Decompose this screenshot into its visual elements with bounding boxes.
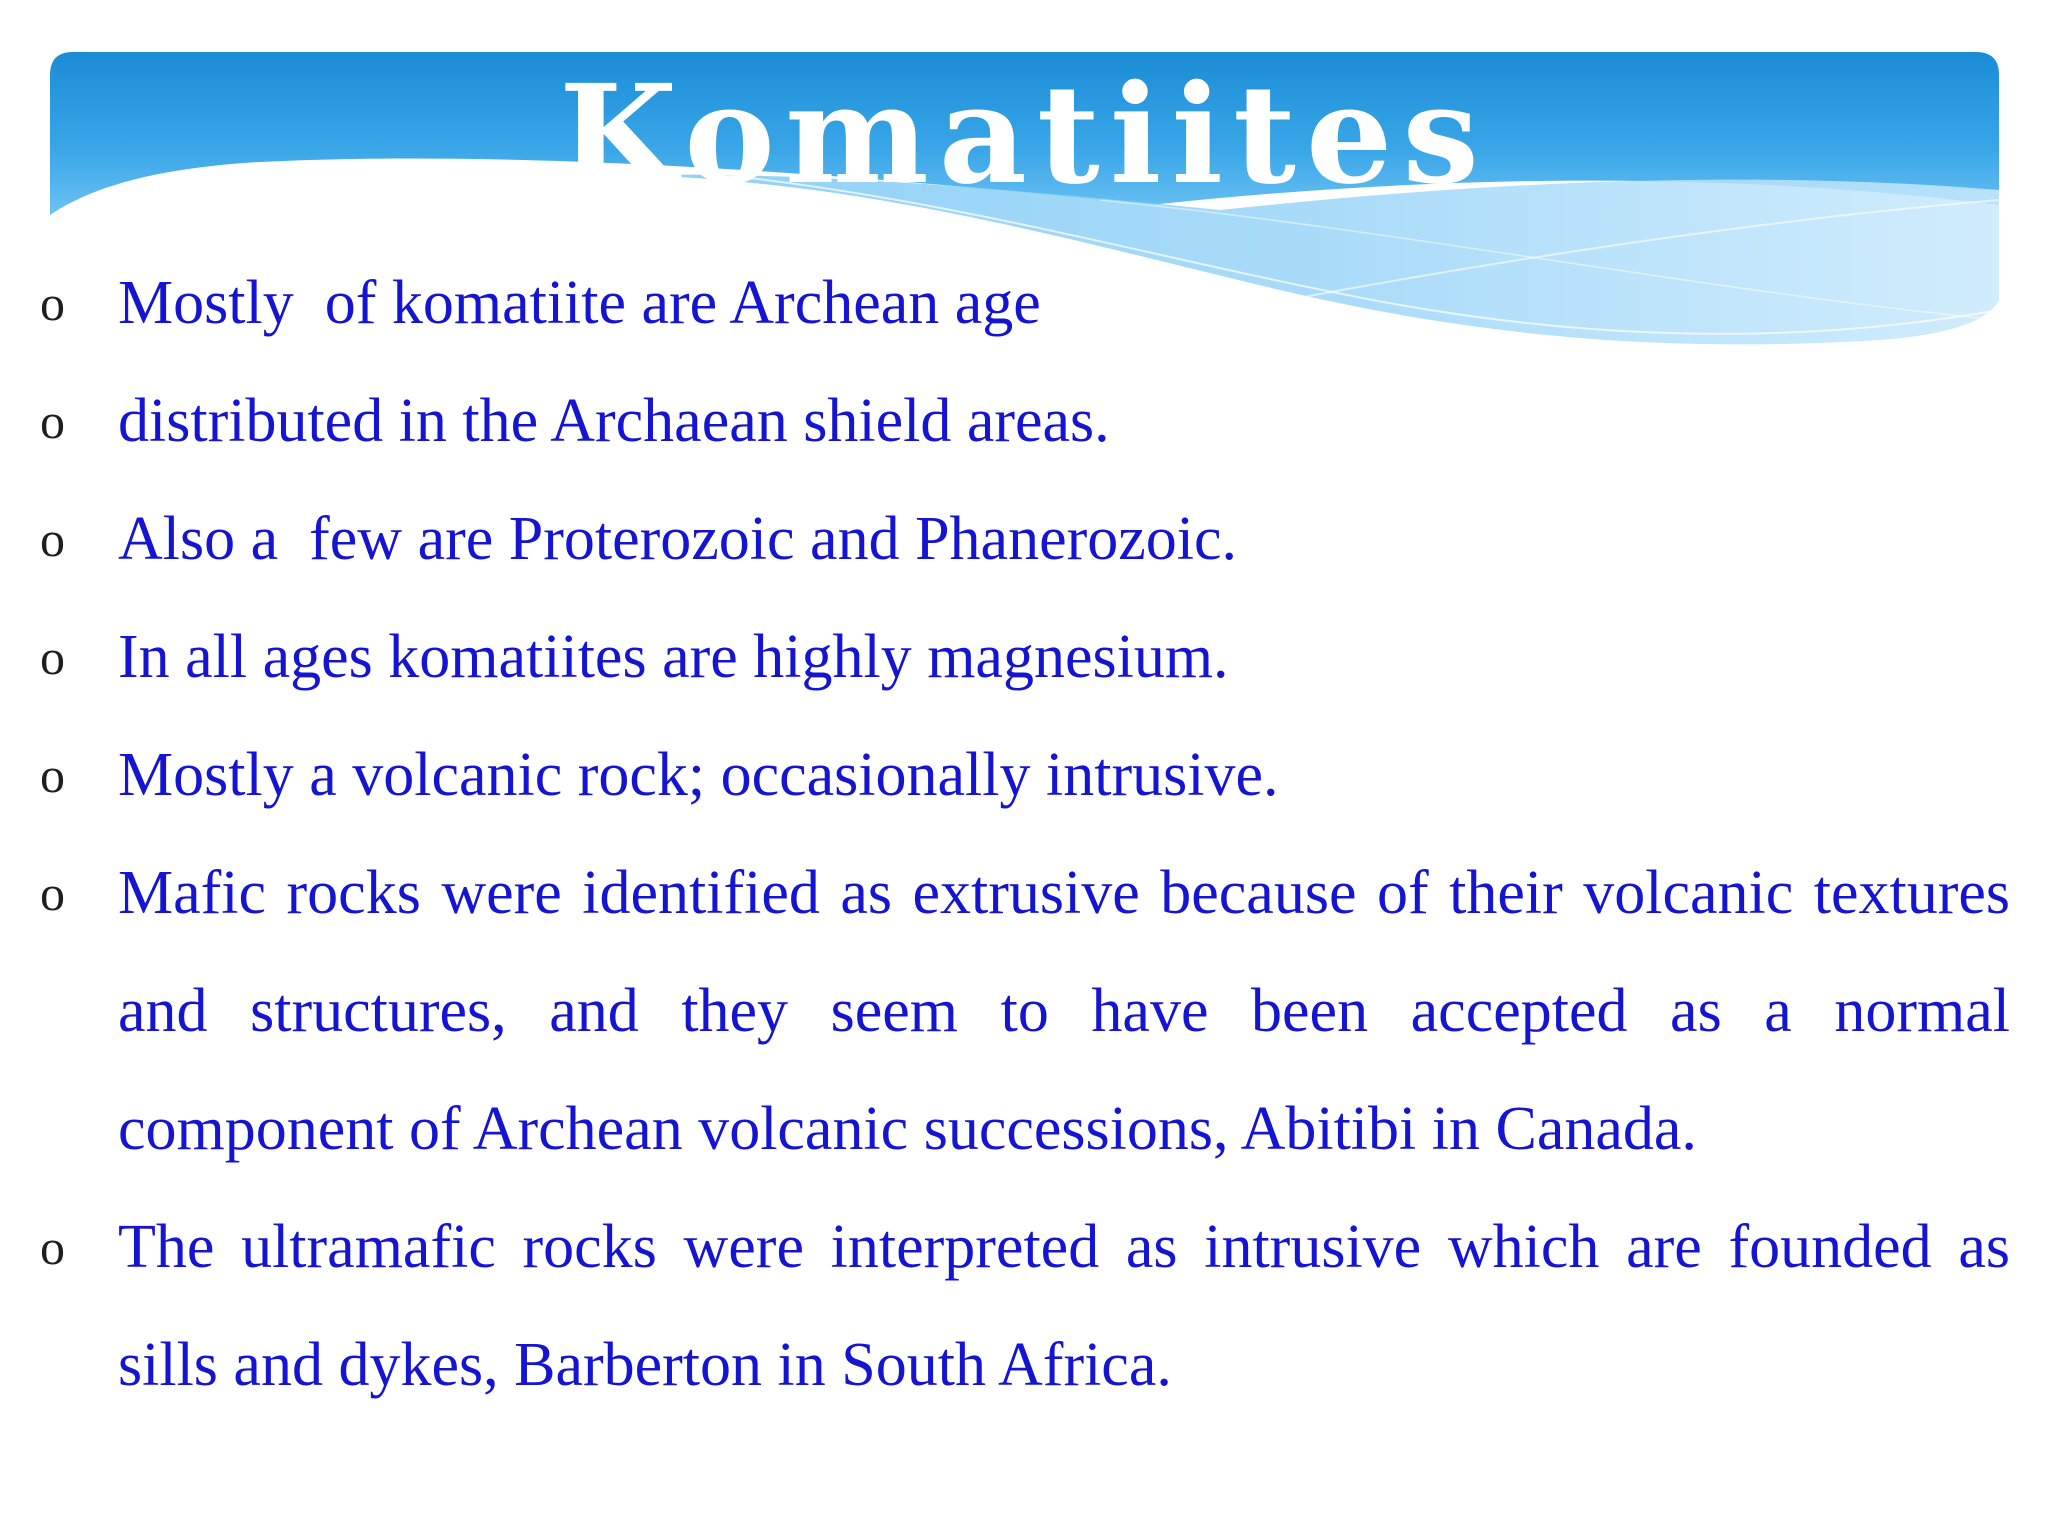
bullet-list xyxy=(40,244,2041,1424)
bullet-marker: o xyxy=(40,1219,65,1275)
list-item xyxy=(40,480,2010,598)
bullet-text: In all ages komatiites are highly magnesium. xyxy=(118,623,1229,691)
bullet-marker: o xyxy=(40,865,65,921)
list-item xyxy=(40,362,2010,480)
bullet-marker: o xyxy=(40,393,65,449)
list-item xyxy=(40,244,2010,362)
list-item xyxy=(40,1188,2026,1424)
list-item xyxy=(40,598,2010,716)
slide-title: Komatiites xyxy=(558,55,1489,215)
bullet-text: Mafic rocks were identified as extrusive because of their volcanic textures and structures, and they seem to have been accepted as a normal component of Archean volcanic successions, Abitibi in Canada. xyxy=(118,859,2041,1163)
list-item xyxy=(40,834,2041,1188)
list-item xyxy=(40,716,2010,834)
bullet-marker: o xyxy=(40,629,65,685)
bullet-marker: o xyxy=(40,747,65,803)
bullet-text: The ultramafic rocks were interpreted as intrusive which are founded as sills and dykes, Barberton in South Africa. xyxy=(118,1213,2026,1399)
bullet-marker: o xyxy=(40,275,65,331)
bullet-text: Mostly a volcanic rock; occasionally intrusive. xyxy=(118,741,1279,809)
bullet-marker: o xyxy=(40,511,65,567)
bullet-text: Also a few are Proterozoic and Phanerozoic. xyxy=(118,505,1237,573)
bullet-text: distributed in the Archaean shield areas. xyxy=(118,387,1110,455)
bullet-text: Mostly of komatiite are Archean age xyxy=(118,269,1041,337)
